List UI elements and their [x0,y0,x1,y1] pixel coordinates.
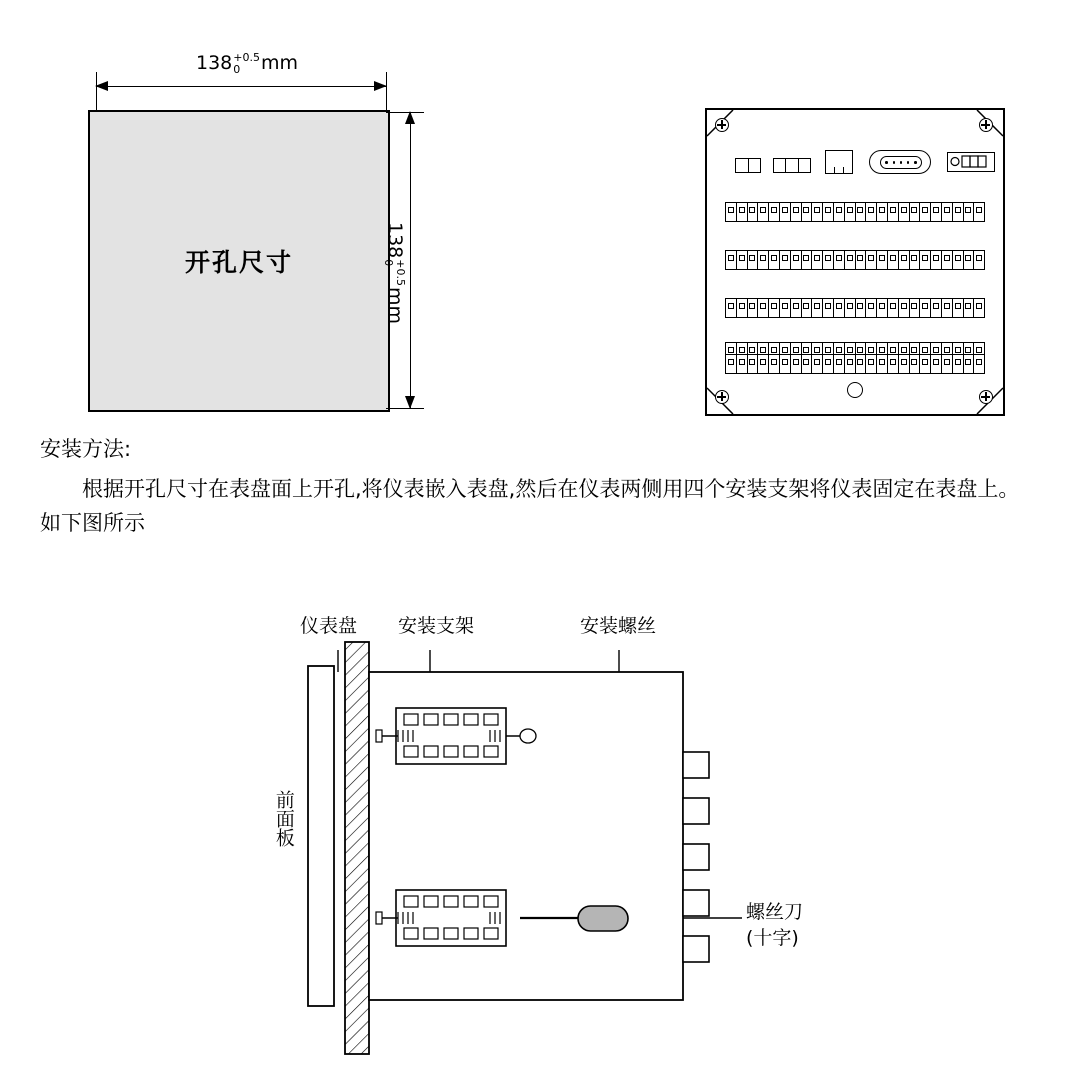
section-paragraph: 根据开孔尺寸在表盘面上开孔,将仪表嵌入表盘,然后在仪表两侧用四个安装支架将仪表固定在表盘上。如下图所示 [40,477,1020,535]
connector-2pin-block-icon [735,158,761,173]
height-value: 138 [383,222,406,259]
terminal-row [725,298,985,318]
width-dimension-arrow [96,86,386,87]
width-unit: mm [260,52,299,75]
label-front-panel: 前面板 [272,790,295,847]
screw-icon [979,118,993,132]
height-dimension-arrow [410,112,411,408]
height-dimension-text [383,222,406,324]
screw-icon [979,390,993,404]
label-screw: 安装螺丝 [580,615,657,637]
label-screwdriver: 螺丝刀 (十字) [746,901,804,949]
cutout-label: 开孔尺寸 [184,248,293,277]
panel-cutout-square [88,110,390,412]
db9-serial-port-icon [869,150,931,174]
width-value: 138 [196,52,233,75]
terminal-row [725,354,985,374]
width-tolerance: +0.5 0 [233,51,260,76]
section-heading: 安装方法: [40,437,132,461]
screw-icon [715,118,729,132]
terminal-row [725,202,985,222]
figure-installation [0,600,1080,1084]
installation-drawing [0,600,1080,1084]
label-bracket: 安装支架 [398,615,475,637]
center-hole-icon [847,382,863,398]
height-unit: mm [383,286,406,325]
width-dimension-text [196,52,298,75]
screw-icon [715,390,729,404]
height-tolerance: +0.5 0 [382,259,407,286]
rear-panel-figure [705,108,1005,416]
label-panel: 仪表盘 [300,615,358,637]
connector-3pin-block-icon [773,158,811,173]
terminal-row [725,250,985,270]
connector-4pin-block-icon [947,152,995,172]
rj45-jack-icon [825,150,853,174]
